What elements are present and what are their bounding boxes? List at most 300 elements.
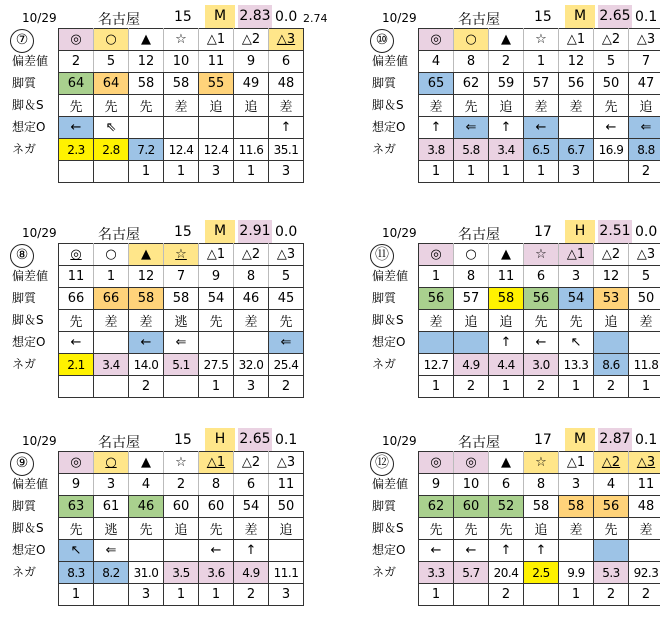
cell-marks: ☆	[524, 452, 559, 474]
cell-style: 追	[594, 310, 629, 332]
cell-odds: 2.1	[59, 354, 94, 376]
cell-neg: 3	[234, 376, 269, 398]
cell-style: 差	[419, 95, 454, 117]
cell-arrow: ←	[59, 117, 94, 139]
header-v2: 0.1	[635, 432, 657, 448]
cell-dev: 58	[164, 73, 199, 95]
cell-dev: 50	[629, 288, 660, 310]
cell-marks: ◎	[419, 244, 454, 266]
cell-odds: 4.9	[234, 562, 269, 584]
row-label: 脚＆S	[372, 309, 418, 331]
cell-arrow: ←	[419, 540, 454, 562]
cell-dev: 64	[59, 73, 94, 95]
cell-marks: ☆	[164, 244, 199, 266]
cell-arrow: ↖	[59, 540, 94, 562]
panel-header	[372, 428, 660, 451]
table-row-odds	[59, 354, 304, 376]
cell-neg	[94, 584, 129, 606]
cell-odds: 3.5	[164, 562, 199, 584]
cell-marks: ○	[454, 244, 489, 266]
cell-arrow: ⇐	[269, 332, 304, 354]
row-label: ネガ	[12, 353, 58, 375]
cell-arrow: ←	[59, 332, 94, 354]
cell-marks: ▲	[129, 452, 164, 474]
cell-style: 先	[59, 95, 94, 117]
row-label: 脚＆S	[12, 94, 58, 116]
row-label: 脚質	[12, 287, 58, 309]
cell-odds: 3.4	[94, 354, 129, 376]
cell-marks: ○	[94, 244, 129, 266]
cell-style: 差	[629, 310, 660, 332]
table-row-arrow	[419, 540, 660, 562]
cell-marks: ▲	[129, 29, 164, 51]
cell-odds: 5.7	[454, 562, 489, 584]
cell-odds: 11.1	[269, 562, 304, 584]
cell-neg: 2	[269, 376, 304, 398]
cell-neg: 1	[199, 376, 234, 398]
cell-neg: 3	[199, 161, 234, 183]
race-number: ⑧	[10, 244, 34, 268]
row-label: 脚質	[12, 495, 58, 517]
cell-neg: 1	[59, 584, 94, 606]
cell-odds: 16.9	[594, 139, 629, 161]
cell-marks: ▲	[489, 244, 524, 266]
cell-nums: 1	[94, 266, 129, 288]
cell-odds: 11.8	[629, 354, 660, 376]
row-label: 偏差値	[12, 473, 58, 495]
cell-style: 先	[269, 310, 304, 332]
header-v2: 0.0	[275, 9, 297, 25]
table-row-marks	[419, 244, 660, 266]
row-label: 脚＆S	[372, 94, 418, 116]
cell-arrow: ⇐	[94, 540, 129, 562]
table-row-style	[59, 310, 304, 332]
cell-odds: 8.2	[94, 562, 129, 584]
cell-neg: 1	[489, 376, 524, 398]
table-row-odds	[59, 562, 304, 584]
cell-neg: 1	[199, 584, 234, 606]
cell-odds: 5.3	[594, 562, 629, 584]
row-label: 脚＆S	[372, 517, 418, 539]
cell-neg: 2	[489, 584, 524, 606]
cell-marks: △2	[594, 29, 629, 51]
cell-odds: 4.9	[454, 354, 489, 376]
table-row-dev	[419, 73, 660, 95]
table-row-arrow	[59, 117, 304, 139]
table-row-style	[419, 95, 660, 117]
cell-style: 先	[94, 95, 129, 117]
row-label: 脚質	[372, 72, 418, 94]
cell-style: 差	[629, 518, 660, 540]
row-labels	[12, 265, 58, 375]
header-num: 15	[534, 9, 552, 25]
header-v1: 2.83	[238, 5, 272, 28]
cell-arrow	[234, 332, 269, 354]
cell-nums: 9	[419, 474, 454, 496]
cell-nums: 12	[129, 51, 164, 73]
cell-dev: 49	[234, 73, 269, 95]
cell-neg: 1	[524, 161, 559, 183]
cell-style: 差	[524, 95, 559, 117]
cell-nums: 6	[269, 51, 304, 73]
race-number: ⑩	[370, 29, 394, 53]
row-label: 想定O	[372, 331, 418, 353]
cell-odds: 3.0	[524, 354, 559, 376]
cell-dev: 56	[524, 288, 559, 310]
cell-nums: 2	[164, 474, 199, 496]
cell-nums: 5	[594, 51, 629, 73]
cell-dev: 50	[269, 496, 304, 518]
cell-marks: △3	[629, 29, 660, 51]
cell-neg: 2	[594, 584, 629, 606]
cell-marks: △3	[269, 244, 304, 266]
cell-nums: 8	[454, 51, 489, 73]
cell-marks: ○	[94, 29, 129, 51]
cell-marks: △2	[594, 452, 629, 474]
cell-arrow: ⇐	[454, 117, 489, 139]
cell-marks: ◎	[419, 29, 454, 51]
cell-style: 追	[489, 95, 524, 117]
panel-header	[12, 428, 312, 451]
cell-nums: 1	[419, 266, 454, 288]
cell-style: 差	[559, 95, 594, 117]
race-table	[58, 451, 304, 606]
header-venue: 名古屋	[458, 432, 500, 452]
cell-odds: 14.0	[129, 354, 164, 376]
cell-odds: 8.3	[59, 562, 94, 584]
cell-marks: △2	[234, 452, 269, 474]
table-row-dev	[419, 288, 660, 310]
panel-header	[372, 220, 660, 243]
cell-dev: 53	[594, 288, 629, 310]
table-row-dev	[59, 288, 304, 310]
race-panel	[372, 220, 660, 428]
cell-arrow	[559, 117, 594, 139]
header-v2: 0.0	[635, 224, 657, 240]
cell-marks: ◎	[454, 452, 489, 474]
cell-dev: 60	[454, 496, 489, 518]
header-date: 10/29	[22, 434, 57, 448]
cell-dev: 58	[129, 73, 164, 95]
cell-neg: 1	[419, 376, 454, 398]
row-label: ネガ	[372, 353, 418, 375]
cell-arrow: ←	[199, 540, 234, 562]
cell-style: 先	[524, 310, 559, 332]
cell-neg: 1	[164, 584, 199, 606]
header-venue: 名古屋	[458, 224, 500, 244]
table-row-neg	[59, 584, 304, 606]
cell-style: 先	[559, 310, 594, 332]
header-venue: 名古屋	[98, 9, 140, 29]
cell-neg: 1	[454, 161, 489, 183]
cell-arrow: ↑	[489, 540, 524, 562]
cell-arrow	[129, 117, 164, 139]
header-v1: 2.51	[598, 220, 632, 243]
table-row-neg	[419, 161, 660, 183]
cell-nums: 5	[269, 266, 304, 288]
cell-nums: 8	[454, 266, 489, 288]
table-row-neg	[419, 584, 660, 606]
panel-header	[372, 5, 660, 28]
cell-neg: 1	[559, 376, 594, 398]
header-v2: 0.1	[275, 432, 297, 448]
race-panel	[12, 5, 312, 213]
cell-neg	[594, 161, 629, 183]
table-row-marks	[59, 452, 304, 474]
cell-marks: ☆	[524, 29, 559, 51]
cell-nums: 11	[59, 266, 94, 288]
cell-neg: 1	[629, 376, 660, 398]
cell-odds: 25.4	[269, 354, 304, 376]
race-number: ⑨	[10, 452, 34, 476]
cell-neg: 1	[489, 161, 524, 183]
header-venue: 名古屋	[458, 9, 500, 29]
cell-style: 差	[559, 518, 594, 540]
header-v1: 2.87	[598, 428, 632, 451]
row-labels	[372, 50, 418, 160]
cell-marks: ◎	[59, 29, 94, 51]
cell-odds: 3.3	[419, 562, 454, 584]
cell-neg: 2	[129, 376, 164, 398]
cell-arrow	[454, 332, 489, 354]
cell-odds: 3.6	[199, 562, 234, 584]
cell-nums: 4	[419, 51, 454, 73]
row-label: 想定O	[12, 539, 58, 561]
cell-dev: 60	[199, 496, 234, 518]
cell-odds: 2.3	[59, 139, 94, 161]
cell-arrow: ←	[129, 332, 164, 354]
cell-arrow	[199, 332, 234, 354]
cell-arrow: ←	[524, 332, 559, 354]
cell-arrow	[594, 332, 629, 354]
cell-arrow: ←	[454, 540, 489, 562]
cell-style: 先	[454, 518, 489, 540]
cell-style: 先	[199, 310, 234, 332]
cell-nums: 6	[489, 474, 524, 496]
race-number: ⑫	[370, 452, 394, 476]
cell-neg: 3	[129, 584, 164, 606]
race-panel	[372, 428, 660, 636]
cell-arrow: ←	[594, 117, 629, 139]
table-row-nums	[59, 266, 304, 288]
cell-marks: △2	[234, 29, 269, 51]
cell-neg: 2	[629, 584, 660, 606]
row-label: ネガ	[372, 561, 418, 583]
cell-dev: 50	[594, 73, 629, 95]
header-v3: 2.74	[303, 12, 328, 25]
cell-odds: 31.0	[129, 562, 164, 584]
cell-style: 先	[59, 310, 94, 332]
cell-dev: 56	[559, 73, 594, 95]
header-v1: 2.65	[238, 428, 272, 451]
cell-odds: 12.4	[199, 139, 234, 161]
table-row-nums	[419, 266, 660, 288]
row-label: ネガ	[372, 138, 418, 160]
cell-dev: 59	[489, 73, 524, 95]
row-labels	[372, 265, 418, 375]
cell-style: 差	[419, 310, 454, 332]
cell-dev: 46	[129, 496, 164, 518]
table-row-arrow	[419, 332, 660, 354]
race-panel	[12, 428, 312, 636]
cell-marks: △1	[199, 452, 234, 474]
cell-style: 先	[199, 518, 234, 540]
race-number: ⑦	[10, 29, 34, 53]
cell-nums: 11	[199, 51, 234, 73]
cell-odds: 32.0	[234, 354, 269, 376]
cell-dev: 57	[524, 73, 559, 95]
header-num: 15	[174, 9, 192, 25]
cell-odds: 5.8	[454, 139, 489, 161]
cell-marks: △3	[629, 452, 660, 474]
cell-dev: 61	[94, 496, 129, 518]
table-row-style	[419, 310, 660, 332]
race-table	[418, 28, 660, 183]
cell-marks: ☆	[524, 244, 559, 266]
table-row-odds	[419, 139, 660, 161]
table-row-dev	[59, 496, 304, 518]
cell-odds: 2.8	[94, 139, 129, 161]
table-row-nums	[59, 51, 304, 73]
row-label: ネガ	[12, 138, 58, 160]
table-row-nums	[419, 51, 660, 73]
cell-nums: 3	[94, 474, 129, 496]
cell-dev: 63	[59, 496, 94, 518]
cell-neg	[164, 376, 199, 398]
cell-dev: 54	[199, 288, 234, 310]
cell-neg: 1	[164, 161, 199, 183]
cell-style: 先	[594, 95, 629, 117]
cell-neg: 2	[594, 376, 629, 398]
cell-nums: 1	[524, 51, 559, 73]
cell-nums: 7	[164, 266, 199, 288]
cell-odds: 13.3	[559, 354, 594, 376]
cell-arrow: ↑	[419, 117, 454, 139]
header-v2: 0.0	[275, 224, 297, 240]
race-table	[58, 28, 304, 183]
cell-odds: 27.5	[199, 354, 234, 376]
cell-odds: 3.8	[419, 139, 454, 161]
cell-dev: 62	[419, 496, 454, 518]
row-labels	[12, 473, 58, 583]
cell-dev: 56	[594, 496, 629, 518]
cell-neg: 1	[129, 161, 164, 183]
cell-nums: 3	[559, 266, 594, 288]
cell-nums: 4	[594, 474, 629, 496]
table-row-odds	[59, 139, 304, 161]
cell-arrow	[629, 332, 660, 354]
cell-dev: 66	[59, 288, 94, 310]
cell-arrow	[94, 332, 129, 354]
cell-nums: 2	[59, 51, 94, 73]
cell-odds: 2.5	[524, 562, 559, 584]
cell-arrow: ↑	[489, 117, 524, 139]
race-number: ⑪	[370, 244, 394, 268]
cell-marks: △1	[559, 452, 594, 474]
cell-odds: 92.3	[629, 562, 660, 584]
cell-marks: ☆	[164, 452, 199, 474]
cell-dev: 52	[489, 496, 524, 518]
cell-neg: 3	[269, 161, 304, 183]
cell-nums: 8	[524, 474, 559, 496]
cell-arrow	[129, 540, 164, 562]
cell-odds: 9.9	[559, 562, 594, 584]
cell-dev: 64	[94, 73, 129, 95]
cell-odds: 6.5	[524, 139, 559, 161]
cell-dev: 60	[164, 496, 199, 518]
row-label: 偏差値	[12, 50, 58, 72]
header-venue: 名古屋	[98, 432, 140, 452]
cell-style: 追	[199, 95, 234, 117]
row-label: 脚質	[372, 495, 418, 517]
cell-arrow: ↑	[269, 117, 304, 139]
header-cond: M	[565, 428, 595, 451]
cell-odds: 6.7	[559, 139, 594, 161]
cell-neg	[59, 376, 94, 398]
row-label: 脚質	[12, 72, 58, 94]
cell-marks: ◎	[59, 452, 94, 474]
table-row-nums	[59, 474, 304, 496]
header-date: 10/29	[382, 434, 417, 448]
cell-marks: ☆	[164, 29, 199, 51]
table-row-nums	[419, 474, 660, 496]
cell-arrow	[164, 117, 199, 139]
cell-marks: △1	[199, 29, 234, 51]
cell-nums: 12	[129, 266, 164, 288]
table-row-marks	[59, 244, 304, 266]
cell-dev: 62	[454, 73, 489, 95]
table-row-neg	[419, 376, 660, 398]
header-v1: 2.91	[238, 220, 272, 243]
table-row-arrow	[419, 117, 660, 139]
cell-neg: 2	[234, 584, 269, 606]
cell-nums: 10	[454, 474, 489, 496]
cell-style: 先	[454, 95, 489, 117]
cell-odds: 8.6	[594, 354, 629, 376]
cell-style: 追	[234, 95, 269, 117]
cell-arrow	[594, 540, 629, 562]
header-date: 10/29	[22, 226, 57, 240]
header-date: 10/29	[22, 11, 57, 25]
cell-nums: 8	[199, 474, 234, 496]
cell-style: 逃	[164, 310, 199, 332]
cell-arrow: ←	[524, 117, 559, 139]
header-num: 17	[534, 432, 552, 448]
cell-neg: 2	[524, 376, 559, 398]
row-label: 脚＆S	[12, 309, 58, 331]
table-row-odds	[419, 562, 660, 584]
cell-odds: 12.4	[164, 139, 199, 161]
cell-arrow: ⇖	[94, 117, 129, 139]
header-cond: H	[565, 220, 595, 243]
cell-odds: 5.1	[164, 354, 199, 376]
cell-arrow: ⇐	[629, 117, 660, 139]
race-table	[58, 243, 304, 398]
cell-style: 差	[164, 95, 199, 117]
cell-neg	[524, 584, 559, 606]
cell-style: 追	[489, 310, 524, 332]
cell-neg: 1	[234, 161, 269, 183]
cell-style: 先	[59, 518, 94, 540]
race-table	[418, 451, 660, 606]
cell-style: 先	[419, 518, 454, 540]
cell-dev: 46	[234, 288, 269, 310]
cell-style: 差	[234, 310, 269, 332]
cell-style: 追	[629, 95, 660, 117]
cell-neg: 2	[629, 161, 660, 183]
row-label: 想定O	[12, 116, 58, 138]
table-row-odds	[419, 354, 660, 376]
